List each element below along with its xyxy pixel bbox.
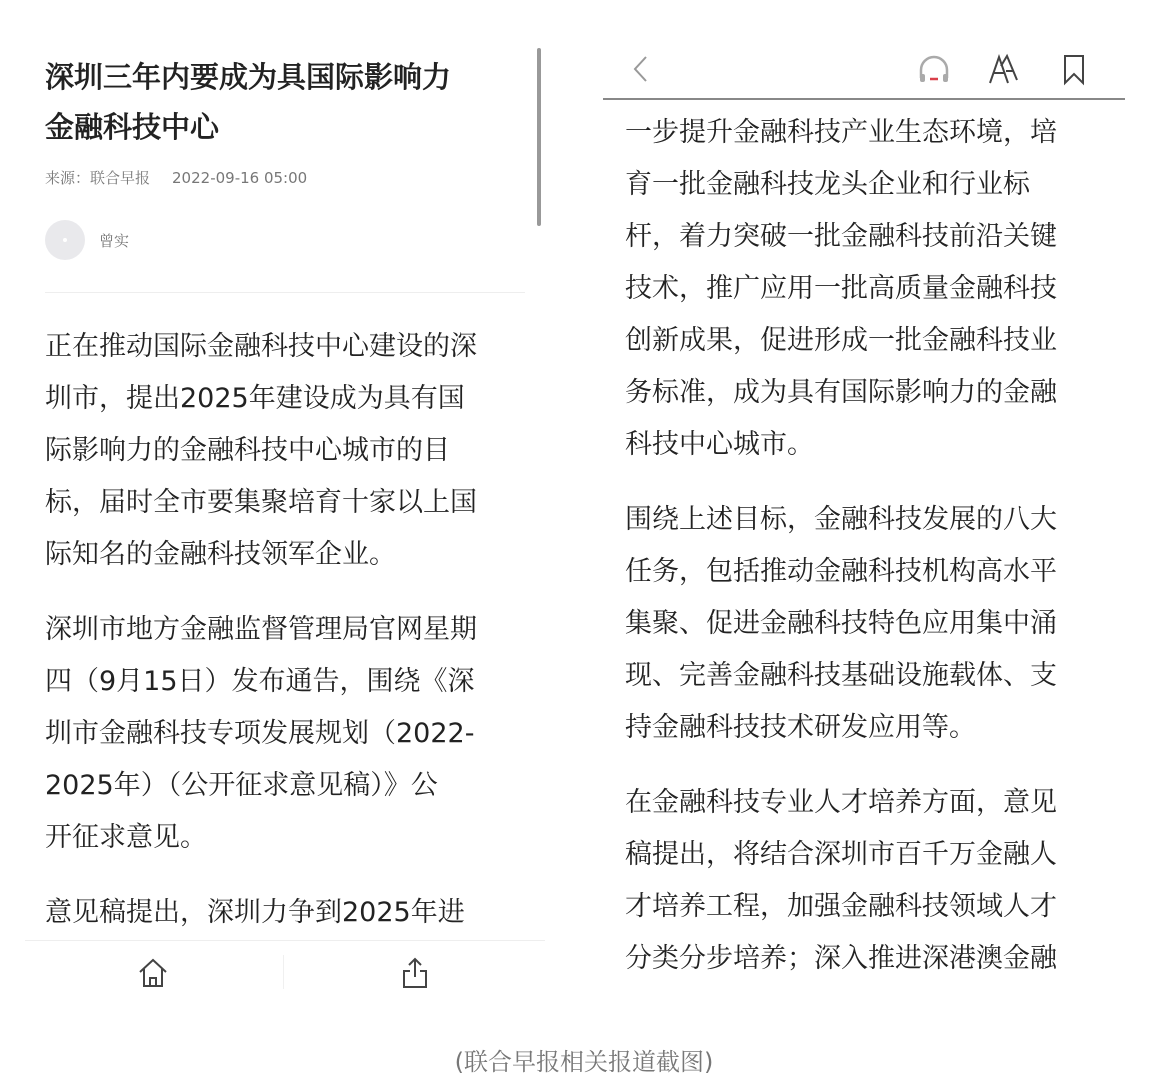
text-line: 开征求意见。 <box>45 822 207 853</box>
text-line: 在金融科技专业人才培养方面，意见 <box>625 787 1057 818</box>
paragraph <box>625 494 1105 754</box>
text-line: 持金融科技技术研发应用等。 <box>625 712 976 743</box>
image-caption: (联合早报相关报道截图) <box>454 1048 714 1076</box>
paragraph <box>45 321 525 581</box>
text-line: 现、完善金融科技基础设施载体、支 <box>625 660 1057 691</box>
paragraph <box>45 604 525 864</box>
text-line: 围绕上述目标，金融科技发展的八大 <box>625 504 1057 535</box>
text-line: 际知名的金融科技领军企业。 <box>45 539 396 570</box>
chevron-left-icon <box>625 52 659 86</box>
article-screenshot-right <box>603 40 1125 990</box>
paragraph <box>625 107 1105 471</box>
source-label: 来源：联合早报 <box>45 169 151 187</box>
text-line: 分类分步培养；深入推进深港澳金融 <box>625 943 1057 974</box>
text-line: 创新成果，促进形成一批金融科技业 <box>625 325 1057 356</box>
text-line: 科技中心城市。 <box>625 429 814 460</box>
text-line: 意见稿提出，深圳力争到2025年进 <box>45 897 465 928</box>
article-title <box>45 52 515 152</box>
title-line: 深圳三年内要成为具国际影响力 <box>45 60 452 94</box>
text-line: 任务，包括推动金融科技机构高水平 <box>625 556 1057 587</box>
author-info[interactable] <box>45 219 129 261</box>
paragraph <box>45 887 525 939</box>
text-line: 一步提升金融科技产业生态环境，培 <box>625 117 1057 148</box>
article-meta <box>45 167 307 188</box>
avatar[interactable] <box>45 220 85 260</box>
home-button[interactable] <box>135 955 171 991</box>
share-button[interactable] <box>397 955 433 991</box>
text-line: 集聚、促进金融科技特色应用集中涌 <box>625 608 1057 639</box>
divider <box>45 292 525 293</box>
back-button[interactable] <box>625 52 659 86</box>
article-body <box>625 107 1105 990</box>
font-size-button[interactable] <box>987 52 1021 86</box>
text-line: 才培养工程，加强金融科技领域人才 <box>625 891 1057 922</box>
article-body <box>45 321 525 962</box>
publish-datetime: 2022-09-16 05:00 <box>172 169 308 187</box>
text-line: 杆，着力突破一批金融科技前沿关键 <box>625 221 1057 252</box>
listen-button[interactable] <box>917 52 951 86</box>
text-line: 稿提出，将结合深圳市百千万金融人 <box>625 839 1057 870</box>
text-line: 标，届时全市要集聚培育十家以上国 <box>45 487 477 518</box>
headphones-icon <box>917 52 951 86</box>
text-line: 正在推动国际金融科技中心建设的深 <box>45 331 477 362</box>
bookmark-button[interactable] <box>1057 52 1091 86</box>
text-line: 深圳市地方金融监督管理局官网星期 <box>45 614 477 645</box>
divider <box>283 955 284 989</box>
text-line: 务标准，成为具有国际影响力的金融 <box>625 377 1057 408</box>
text-line: 四（9月15日）发布通告，围绕《深 <box>45 666 475 697</box>
bookmark-icon <box>1057 52 1091 86</box>
text-line: 圳市金融科技专项发展规划（2022- <box>45 718 475 749</box>
text-line: 2025年）（公开征求意见稿）》公 <box>45 770 438 801</box>
title-line: 金融科技中心 <box>45 110 220 144</box>
text-line: 技术，推广应用一批高质量金融科技 <box>625 273 1057 304</box>
share-icon <box>397 955 433 991</box>
reader-toolbar <box>603 40 1125 100</box>
home-icon <box>135 955 171 991</box>
article-screenshot-left <box>25 40 545 1000</box>
author-name[interactable]: 曾实 <box>99 231 130 250</box>
text-line: 育一批金融科技龙头企业和行业标 <box>625 169 1030 200</box>
font-size-icon <box>987 52 1021 86</box>
bottom-toolbar <box>25 940 545 1000</box>
text-line: 圳市，提出2025年建设成为具有国 <box>45 383 465 414</box>
paragraph <box>625 777 1105 985</box>
text-line: 际影响力的金融科技中心城市的目 <box>45 435 450 466</box>
scrollbar[interactable] <box>537 48 541 226</box>
